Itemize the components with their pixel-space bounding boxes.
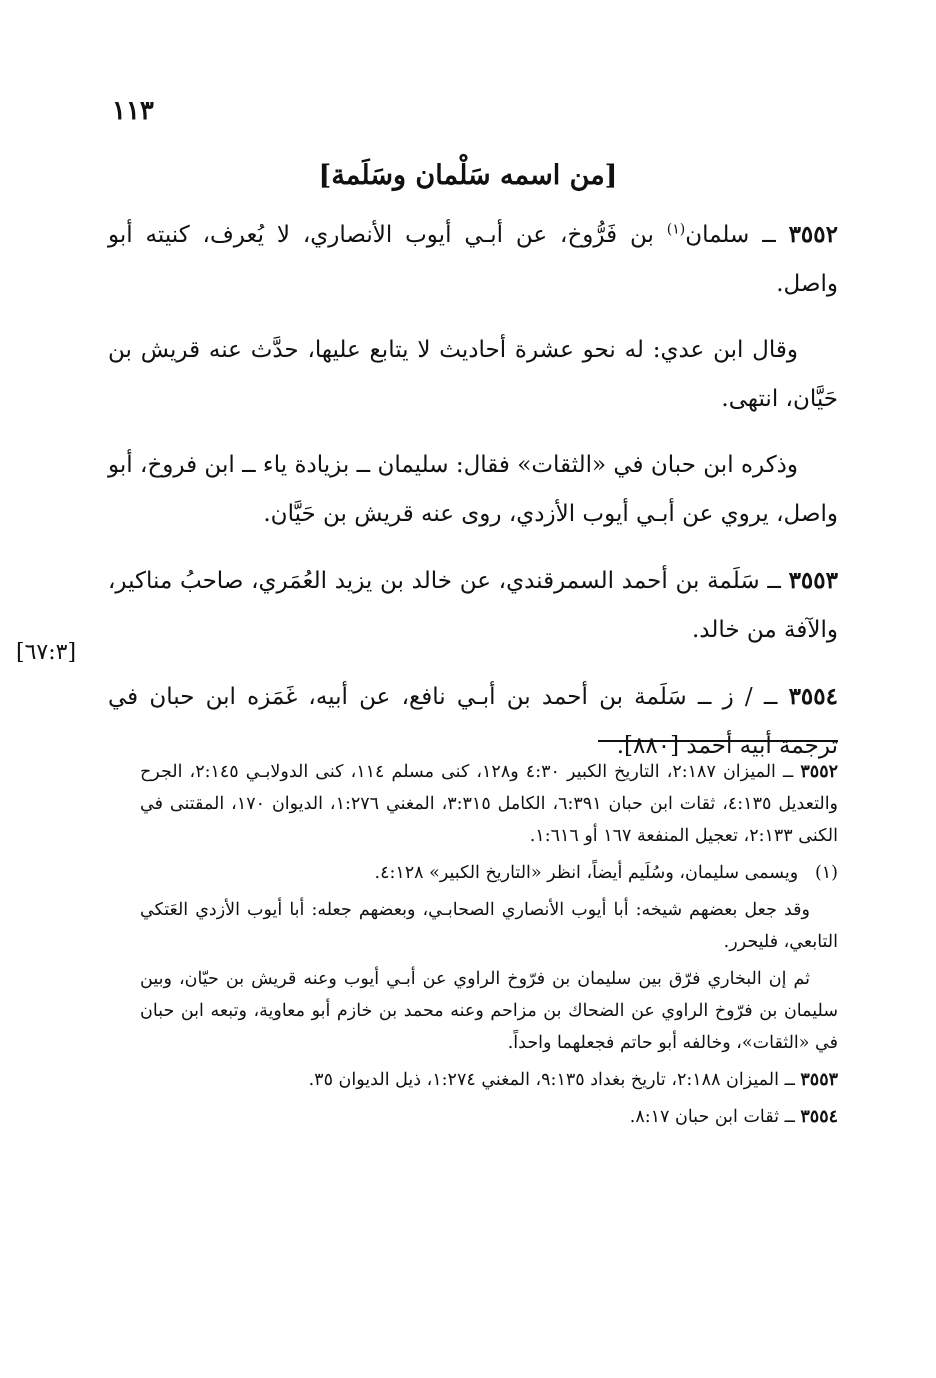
entry-text: / ز ــ سَلَمة بن أحمد بن أبـي نافع، عن أبيه، غَمَزه ابن حبان في ترجمة أبيه أحمد [٨٨٠]. <box>108 684 838 759</box>
entry-number: ٣٥٥٣ <box>788 567 838 594</box>
entry-3553-paragraph <box>108 556 838 655</box>
margin-reference: [٦٧:٣] <box>16 640 77 665</box>
entry-dash: ــ <box>752 684 789 710</box>
source-note-3552 <box>140 756 838 852</box>
note-text: الميزان ٢:١٨٨، تاريخ بغداد ٩:١٣٥، المغني ١:٢٧٤، ذيل الديوان ٣٥. <box>308 1070 779 1090</box>
footnote-1-paragraph-2: وقد جعل بعضهم شيخه: أبا أيوب الأنصاري الصحابـي، وبعضهم جعله: أبا أيوب الأزدي العَتكي التابعي، فليحرر. <box>140 900 838 952</box>
entry-dash: ــ <box>759 568 789 594</box>
note-dash: ــ <box>779 1107 801 1127</box>
footnote-divider <box>598 740 838 742</box>
source-note-3554 <box>140 1101 838 1133</box>
note-number: ٣٥٥٤ <box>800 1107 838 1127</box>
entry-3552-paragraph-3: وذكره ابن حبان في «الثقات» فقال: سليمان ــ بزيادة ياء ــ ابن فروخ، أبو واصل، يروي عن أبـي أيوب الأزدي، روى عنه قريش بن حَيَّان. <box>108 452 838 527</box>
note-number: ٣٥٥٣ <box>800 1070 838 1090</box>
entry-3552-paragraph-2: وقال ابن عدي: له نحو عشرة أحاديث لا يتابع عليها، حدَّث عنه قريش بن حَيَّان، انتهى. <box>108 337 838 412</box>
note-text: الميزان ٢:١٨٧، التاريخ الكبير ٤:٣٠ و١٢٨، كنى مسلم ١١٤، كنى الدولابـي ٢:١٤٥، الجرح والتعديل ٤:١٣٥، ثقات ابن حبان ٦:٣٩١، الكامل ٣:٣١٥، المغني ١:٢٧٦، الديوان ١٧٠، المقتنى في الكنى ٢:١٣٣، تعجيل المنفعة ١٦٧ أو ١:٦١٦. <box>140 762 839 846</box>
entry-text: سَلَمة بن أحمد السمرقندي، عن خالد بن يزيد العُمَري، صاحبُ مناكير، والآفة من خالد. <box>108 568 838 643</box>
section-title: [من اسمه سَلْمان وسَلَمة] <box>318 160 618 191</box>
note-dash: ــ <box>775 762 801 782</box>
footnote-1-paragraph-3: ثم إن البخاري فرّق بين سليمان بن فرّوخ الراوي عن أبـي أيوب وعنه قريش بن حيّان، وبين سليمان بن فرّوخ الراوي عن الضحاك بن مزاحم وعنه محمد بن خازم أبو معاوية، وتبعه ابن حبان في «الثقات»، وخالفه أبو حاتم فجعلهما واحداً. <box>140 969 838 1053</box>
entry-number: ٣٥٥٢ <box>788 221 838 248</box>
entry-3552-paragraph <box>108 210 838 309</box>
footnotes <box>140 756 838 1138</box>
note-text: ثقات ابن حبان ٨:١٧. <box>629 1107 779 1127</box>
entry-number: ٣٥٥٤ <box>788 683 838 710</box>
footnote-number: (١) <box>814 863 838 883</box>
entry-text: بن فَرُّوخ، عن أبـي أيوب الأنصاري، لا يُعرف، كنيته أبو واصل. <box>108 222 838 297</box>
footnote-text: ويسمى سليمان، وسُلَيم أيضاً، انظر «التاريخ الكبير» ٤:١٢٨. <box>374 863 799 883</box>
entry-dash: ــ <box>749 222 789 248</box>
footnote-1 <box>140 857 838 1059</box>
note-number: ٣٥٥٢ <box>800 762 838 782</box>
page-number: ١١٣ <box>112 96 154 126</box>
main-text <box>108 210 838 788</box>
footnote-marker: (١) <box>666 221 686 238</box>
footnote-1-line <box>140 857 838 889</box>
note-dash: ــ <box>779 1070 801 1090</box>
entry-text: سلمان <box>685 222 750 248</box>
source-note-3553 <box>140 1064 838 1096</box>
